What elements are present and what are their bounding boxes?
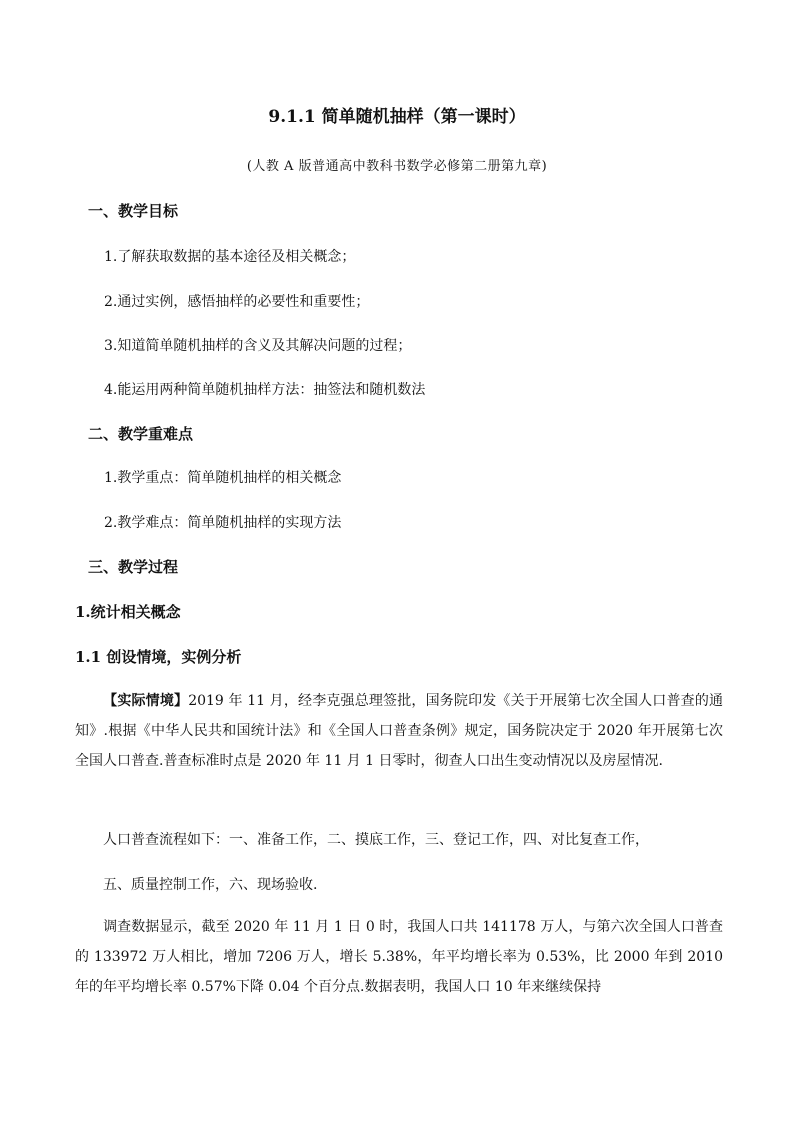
paragraph-census-process-line2: 五、质量控制工作，六、现场验收.	[103, 877, 318, 893]
document-title: 9.1.1 简单随机抽样（第一课时）	[268, 107, 526, 127]
paragraph-census-process-line1: 人口普查流程如下：一、准备工作，二、摸底工作，三、登记工作，四、对比复查工作，	[103, 832, 649, 848]
paragraph-survey-data	[75, 912, 723, 1002]
document-subtitle: (人教 A 版普通高中教科书数学必修第二册第九章)	[246, 159, 548, 174]
goal-item-3: 3.知道简单随机抽样的含义及其解决问题的过程；	[104, 338, 412, 354]
key-point-item-2: 2.教学难点：简单随机抽样的实现方法	[104, 515, 342, 531]
goal-item-4: 4.能运用两种简单随机抽样方法：抽签法和随机数法	[104, 382, 426, 398]
survey-data-text: 调查数据显示，截至 2020 年 11 月 1 日 0 时，我国人口共 141178 万人，与第六次全国人口普查的 133972 万人相比，增加 7206 万人，增长 5.38%，年平均增长率为 0.53%，比 2000 年到 2010 年的年平均增长率 0.57%下降 0.04 个百分点.数据表明，我国人口 10 年来继续保持	[75, 919, 723, 995]
key-point-item-1: 1.教学重点：简单随机抽样的相关概念	[104, 470, 342, 486]
goal-item-1: 1.了解获取数据的基本途径及相关概念；	[104, 249, 356, 265]
real-situation-text: 2019 年 11 月，经李克强总理签批，国务院印发《关于开展第七次全国人口普查的通知》.根据《中华人民共和国统计法》和《全国人口普查条例》规定，国务院决定于 2020 年开展第七次全国人口普查.普查标准时点是 2020 年 11 月 1 日零时，彻查人口出生变动情况以及房屋情况.	[75, 693, 723, 769]
subsection-heading-1-1: 1.1 创设情境，实例分析	[75, 648, 242, 666]
section-heading-key-points: 二、教学重难点	[88, 425, 194, 443]
subsection-heading-1: 1.统计相关概念	[75, 603, 181, 621]
goal-item-2: 2.通过实例，感悟抽样的必要性和重要性；	[104, 294, 370, 310]
paragraph-real-situation	[75, 686, 723, 776]
real-situation-label: 【实际情境】	[103, 693, 189, 709]
section-heading-goals: 一、教学目标	[88, 202, 179, 220]
section-heading-process: 三、教学过程	[88, 558, 179, 576]
